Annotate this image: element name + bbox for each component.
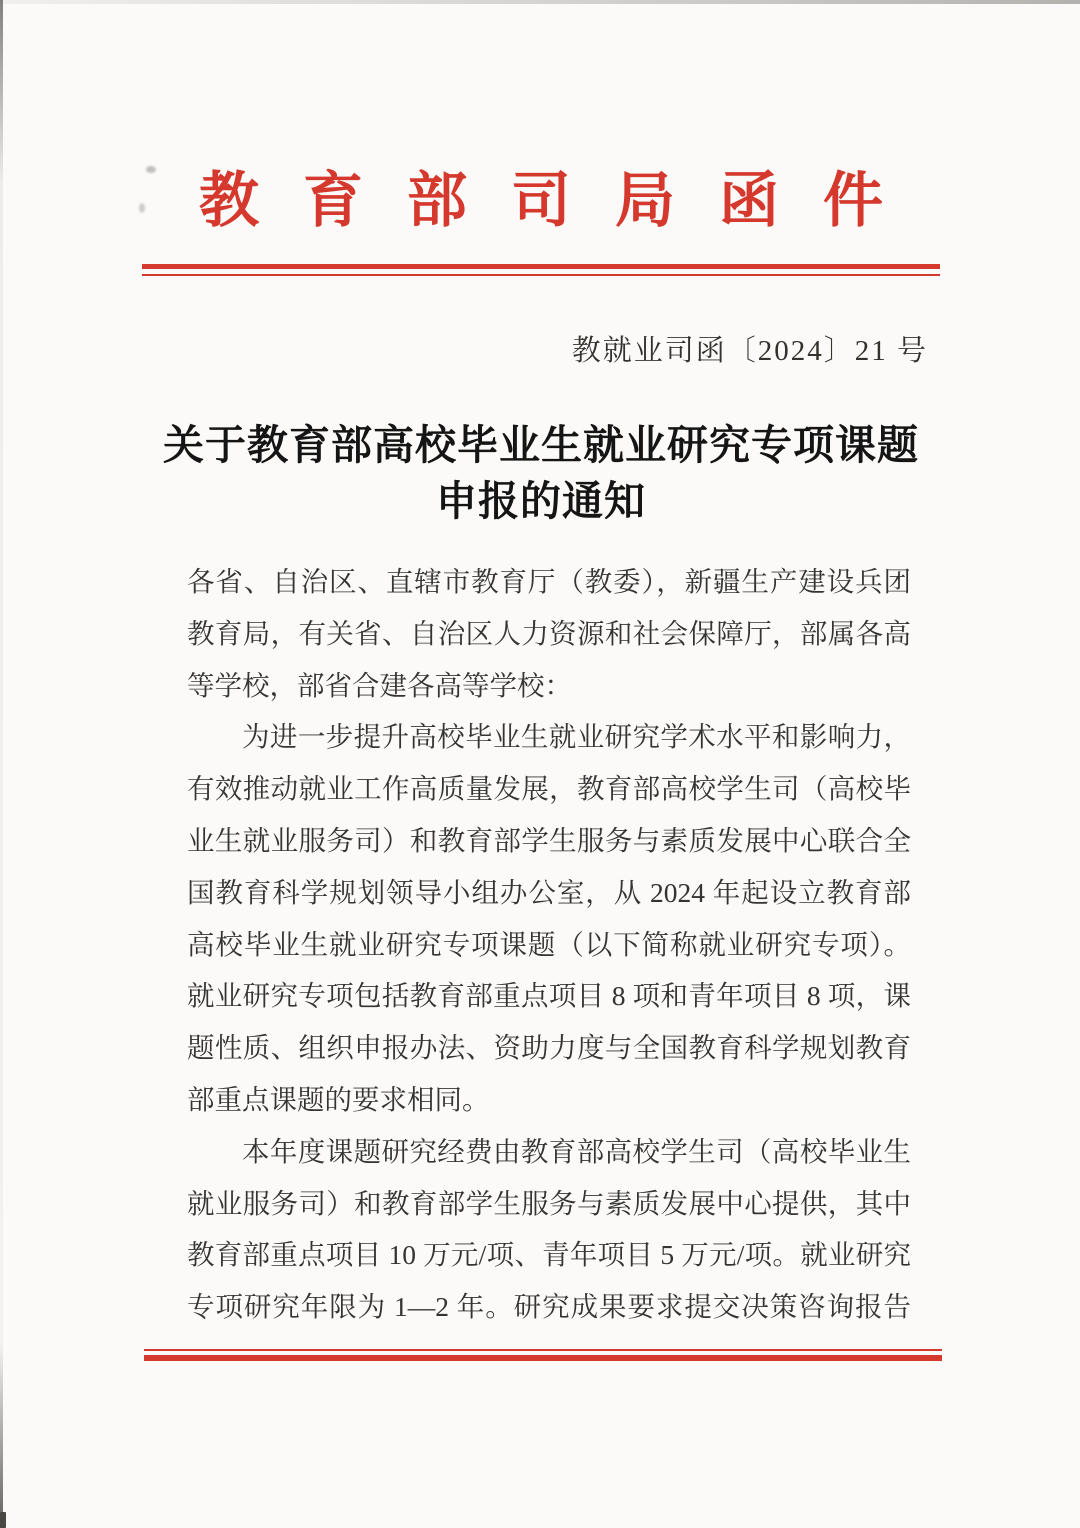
body-line: 就业研究专项包括教育部重点项目 8 项和青年项目 8 项，课	[187, 980, 911, 1012]
rule-thin-bar	[142, 274, 940, 276]
body-line: 本年度课题研究经费由教育部高校学生司（高校毕业生	[242, 1135, 911, 1167]
scan-edge-left	[0, 0, 3, 1528]
document-title-line-1: 关于教育部高校毕业生就业研究专项课题	[163, 422, 919, 468]
body-line: 教育局，有关省、自治区人力资源和社会保障厅，部属各高	[187, 617, 911, 649]
document-number: 教就业司函〔2024〕21 号	[571, 335, 928, 367]
body-line: 题性质、组织申报办法、资助力度与全国教育科学规划教育	[187, 1032, 911, 1064]
body-line: 就业服务司）和教育部学生服务与素质发展中心提供，其中	[187, 1187, 911, 1219]
scan-corner-mark	[0, 1512, 6, 1528]
rule-thin-bar	[144, 1349, 942, 1351]
body-line: 部重点课题的要求相同。	[187, 1083, 490, 1115]
document-title-line-2: 申报的通知	[436, 478, 646, 524]
body-line: 等学校，部省合建各高等学校：	[187, 669, 572, 701]
body-line: 各省、自治区、直辖市教育厅（教委），新疆生产建设兵团	[187, 566, 911, 597]
body-text	[187, 556, 911, 1333]
body-line: 有效推动就业工作高质量发展，教育部高校学生司（高校毕	[187, 773, 911, 805]
body-line: 业生就业服务司）和教育部学生服务与素质发展中心联合全	[187, 824, 911, 856]
rule-thick-bar	[142, 264, 940, 269]
rule-thick-bar	[144, 1355, 942, 1361]
footer-rule	[144, 1349, 942, 1361]
body-line: 为进一步提升高校毕业生就业研究学术水平和影响力，	[242, 721, 911, 753]
masthead-title: 教育部司局函件	[199, 168, 927, 234]
scan-edge-top	[0, 0, 1080, 4]
document-title	[142, 417, 940, 529]
body-line: 国教育科学规划领导小组办公室，从 2024 年起设立教育部	[187, 876, 911, 908]
body-line: 高校毕业生就业研究专项课题（以下简称就业研究专项）。	[187, 928, 911, 960]
body-line: 专项研究年限为 1—2 年。研究成果要求提交决策咨询报告	[187, 1291, 911, 1323]
masthead-rule	[142, 264, 940, 276]
body-line: 教育部重点项目 10 万元/项、青年项目 5 万元/项。就业研究	[187, 1239, 911, 1271]
